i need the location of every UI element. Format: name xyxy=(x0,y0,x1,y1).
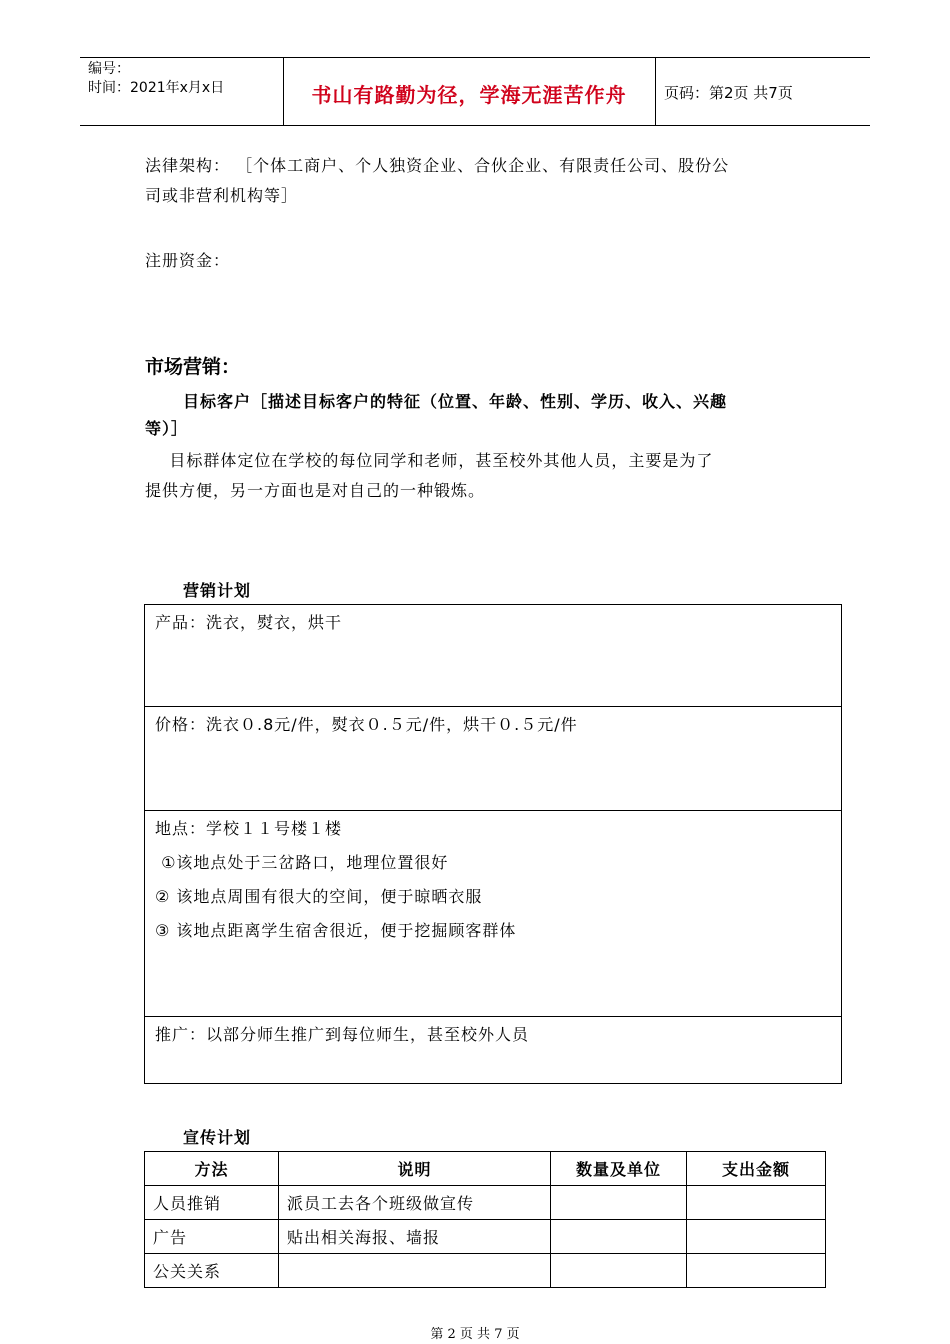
document-number-label: 编号： xyxy=(88,61,130,77)
table-cell xyxy=(279,1254,551,1288)
target-customer-heading-cont: 等）］ xyxy=(145,419,189,438)
plan-promotion-cell xyxy=(145,1017,841,1083)
table-cell xyxy=(551,1220,687,1254)
table-header-row xyxy=(145,1152,826,1186)
header-motto: 书山有路勤为径，学海无涯苦作舟 xyxy=(311,83,627,107)
registered-capital-label: 注册资金： xyxy=(145,251,231,270)
table-cell xyxy=(551,1186,687,1220)
table-cell: 公关关系 xyxy=(145,1254,279,1288)
marketing-plan-table xyxy=(144,604,842,1084)
publicity-plan-title: 宣传计划 xyxy=(183,1128,252,1147)
marketing-section-title: 市场营销： xyxy=(145,356,241,378)
table-cell: 人员推销 xyxy=(145,1186,279,1220)
table-cell: 贴出相关海报、墙报 xyxy=(279,1220,551,1254)
plan-price: 价格：洗衣０.8元/件，熨衣０.５元/件，烘干０.５元/件 xyxy=(155,715,578,734)
table-cell xyxy=(687,1220,826,1254)
column-header: 方法 xyxy=(145,1152,279,1186)
table-row xyxy=(145,1220,826,1254)
plan-location-point: ③ 该地点距离学生宿舍很近，便于挖掘顾客群体 xyxy=(155,921,517,940)
plan-price-cell xyxy=(145,707,841,811)
table-cell: 广告 xyxy=(145,1220,279,1254)
legal-structure-line1: 法律架构： ［个体工商户、个人独资企业、合伙企业、有限责任公司、股份公 xyxy=(145,156,730,175)
table-row xyxy=(145,1186,826,1220)
document-time-label: 时间：2021年x月x日 xyxy=(88,80,225,96)
header-top-rule xyxy=(80,57,870,58)
table-cell: 派员工去各个班级做宣传 xyxy=(279,1186,551,1220)
column-header: 数量及单位 xyxy=(551,1152,687,1186)
header-divider xyxy=(655,57,656,125)
target-customer-heading: 目标客户［描述目标客户的特征（位置、年龄、性别、学历、收入、兴趣 xyxy=(183,392,728,411)
plan-location-point: ② 该地点周围有很大的空间，便于晾晒衣服 xyxy=(155,887,483,906)
table-cell xyxy=(687,1186,826,1220)
column-header: 支出金额 xyxy=(687,1152,826,1186)
table-cell xyxy=(551,1254,687,1288)
column-header: 说明 xyxy=(279,1152,551,1186)
target-customer-description: 目标群体定位在学校的每位同学和老师，甚至校外其他人员，主要是为了 xyxy=(145,451,714,470)
plan-product-cell xyxy=(145,605,841,707)
plan-location-cell xyxy=(145,811,841,1017)
header-page-info: 页码：第2页 共7页 xyxy=(664,84,793,102)
plan-location-point: ①该地点处于三岔路口，地理位置很好 xyxy=(155,853,449,872)
page-footer: 第 2 页 共 7 页 xyxy=(430,1327,520,1342)
plan-promotion: 推广：以部分师生推广到每位师生，甚至校外人员 xyxy=(155,1025,530,1044)
header-bottom-rule xyxy=(80,125,870,126)
marketing-plan-title: 营销计划 xyxy=(183,581,252,600)
target-customer-description-cont: 提供方便，另一方面也是对自己的一种锻炼。 xyxy=(145,481,486,500)
publicity-plan-table xyxy=(144,1151,826,1288)
plan-product: 产品：洗衣，熨衣，烘干 xyxy=(155,613,343,632)
plan-location: 地点：学校１１号楼１楼 xyxy=(155,819,343,838)
legal-structure-line2: 司或非营利机构等］ xyxy=(145,186,299,205)
table-row xyxy=(145,1254,826,1288)
table-cell xyxy=(687,1254,826,1288)
